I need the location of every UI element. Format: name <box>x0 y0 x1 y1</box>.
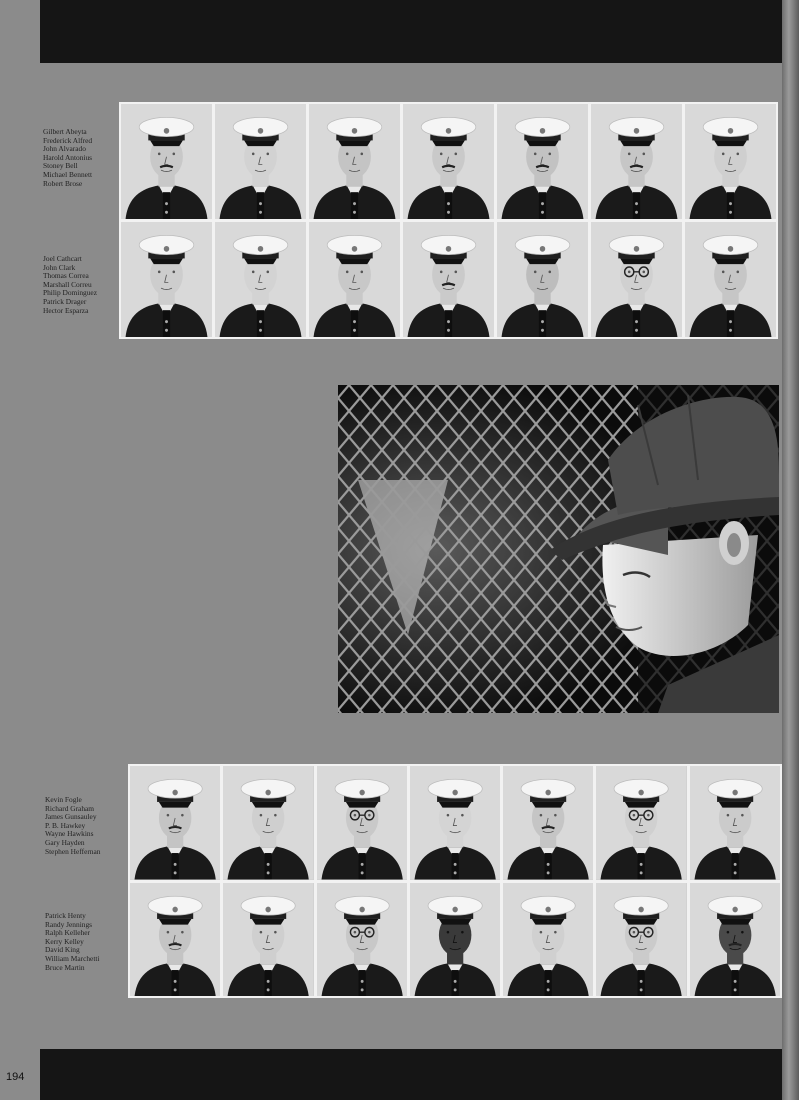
portrait-photo <box>503 883 593 997</box>
name-entry: Patrick Henty <box>45 911 86 920</box>
bottom-black-bar <box>40 1049 782 1100</box>
portrait-photo <box>403 222 494 337</box>
name-entry: Gary Hayden <box>45 837 85 847</box>
name-entry: Stephen Heffernan <box>45 846 101 856</box>
name-entry: Philip Dominguez <box>43 288 97 298</box>
portrait-photo <box>503 766 593 880</box>
portrait-photo <box>591 222 682 337</box>
names-list-group-2 <box>43 255 97 315</box>
portrait-photo <box>685 222 776 337</box>
name-entry: Harold Antonius <box>43 152 93 162</box>
portrait-photo <box>690 883 780 997</box>
portrait-photo <box>410 766 500 880</box>
name-entry: Kevin Fogle <box>45 795 82 804</box>
names-list-group-1 <box>43 128 92 188</box>
portrait-grid-bottom <box>128 764 782 998</box>
name-entry: James Gunsauley <box>45 812 97 822</box>
name-entry: Stoney Bell <box>43 161 78 171</box>
portrait-photo <box>497 222 588 337</box>
name-entry: Hector Esparza <box>43 305 89 315</box>
name-entry: Robert Brose <box>43 178 83 188</box>
name-entry: Ralph Kelleher <box>45 928 90 938</box>
portrait-photo <box>690 766 780 880</box>
portrait-photo <box>130 883 220 997</box>
portrait-photo <box>685 104 776 219</box>
name-entry: Randy Jennings <box>45 919 93 929</box>
portrait-photo <box>317 883 407 997</box>
portrait-photo <box>410 883 500 997</box>
name-entry: John Alvarado <box>43 144 86 154</box>
name-entry: Joel Cathcart <box>43 254 82 263</box>
portrait-photo <box>309 104 400 219</box>
portrait-photo <box>223 766 313 880</box>
portrait-photo <box>130 766 220 880</box>
portrait-photo <box>223 883 313 997</box>
name-entry: David King <box>45 945 80 955</box>
portrait-photo <box>596 766 686 880</box>
top-black-bar <box>40 0 782 63</box>
portrait-photo <box>403 104 494 219</box>
page-binding-edge <box>782 0 799 1100</box>
names-list-group-3 <box>45 796 100 856</box>
portrait-photo <box>317 766 407 880</box>
name-entry: P. B. Hawkey <box>45 820 86 830</box>
name-entry: Thomas Correa <box>43 271 89 281</box>
name-entry: Michael Bennett <box>43 169 93 179</box>
portrait-grid-top <box>119 102 778 339</box>
name-entry: Kerry Kelley <box>45 936 84 946</box>
names-list-group-4 <box>45 912 100 972</box>
name-entry: Gilbert Abeyta <box>43 127 87 136</box>
page-number: 194 <box>6 1071 25 1083</box>
name-entry: Patrick Drager <box>43 296 87 306</box>
portrait-photo <box>121 104 212 219</box>
name-entry: William Marchetti <box>45 953 100 963</box>
portrait-photo <box>497 104 588 219</box>
name-entry: Frederick Alfred <box>43 135 93 145</box>
portrait-photo <box>309 222 400 337</box>
portrait-photo <box>215 222 306 337</box>
name-entry: Richard Graham <box>45 803 95 813</box>
name-entry: Bruce Martin <box>45 962 85 972</box>
feature-photo-illustration <box>338 385 779 713</box>
portrait-photo <box>591 104 682 219</box>
feature-photo-marine-fence <box>338 385 779 713</box>
portrait-photo <box>215 104 306 219</box>
portrait-photo <box>121 222 212 337</box>
name-entry: John Clark <box>43 262 76 272</box>
name-entry: Wayne Hawkins <box>45 829 94 839</box>
name-entry: Marshall Correu <box>43 279 92 289</box>
portrait-photo <box>596 883 686 997</box>
